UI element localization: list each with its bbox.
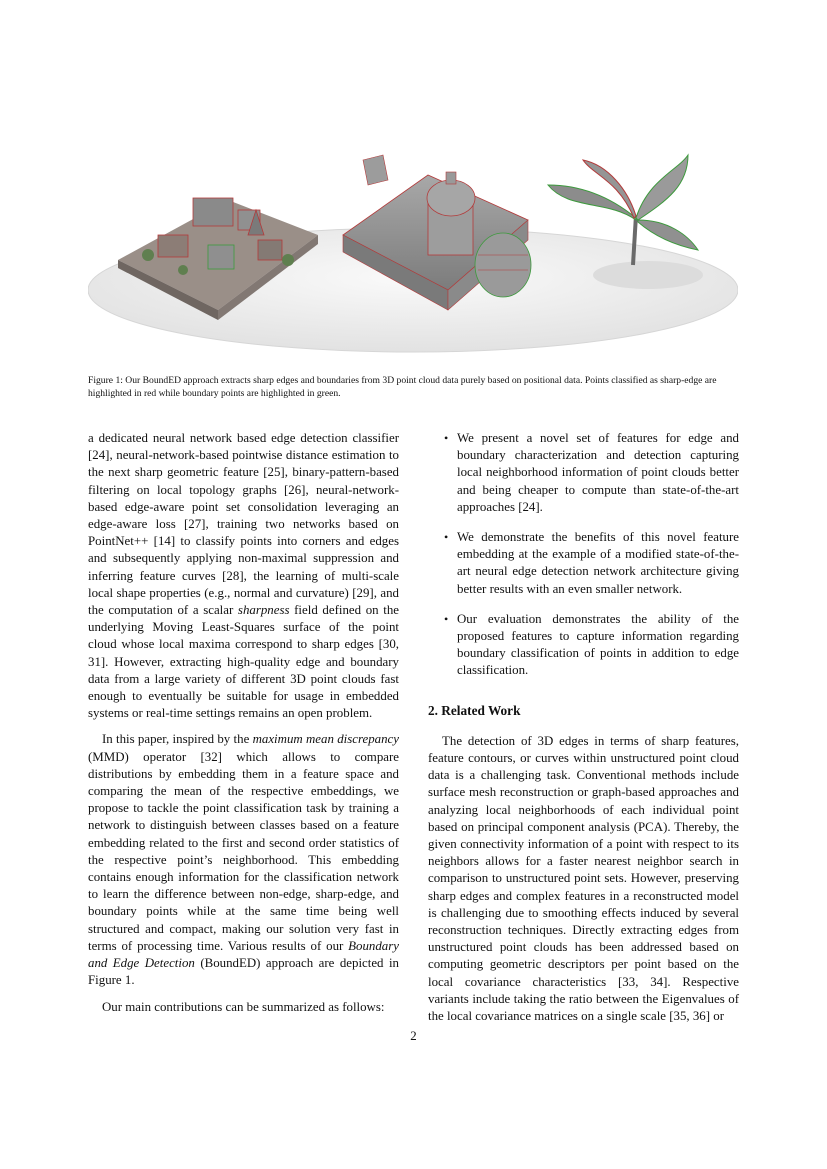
section-heading: 2. Related Work <box>428 702 521 718</box>
paragraph: The detection of 3D edges in terms of sharp features, feature contours, or curves within unstructured point cloud data is a challenging task. Conventional methods include surface mesh reconstruction or graph-based approaches and analyzing local neighborhoods of each individual point based on principal component analysis (PCA). Thereby, the given connectivity information of a point with respect to its neighbors allows for a faster nearest neighbor search in comparison to unstructured point sets. However, preserving sharp edges and complex features in a reconstructed model is challenging due to smoothing effects induced by several reconstruction techniques. Directly extracting edges from unstructured point clouds has been addressed based on computing geometric descriptors per point based on the local covariance characteristics [33, 34]. Respective variants include taking the ratio between the Eigenvalues of the local covariance matrices on a single scale [35, 36] or <box>428 733 739 1024</box>
text-span: field defined on the underlying Moving Least-Squares surface of the point cloud whose local maxima correspond to sharp edges [30, 31]. However, extracting high-quality edge and boundary data from a large variety of different 3D point clouds fast enough to eventually be suitable for usage in embedded systems or real-time settings remains an open problem. <box>88 603 399 721</box>
emphasis: Boundary and Edge Detection <box>88 938 399 971</box>
contribution-list <box>428 430 739 680</box>
page-number: 2 <box>410 1029 417 1043</box>
list-item <box>428 611 739 680</box>
right-column <box>428 430 739 1034</box>
text-span: (BoundED) approach are depicted in Figure 1. <box>88 956 399 988</box>
text-span: In this paper, inspired by the <box>102 732 253 747</box>
figure-1 <box>88 140 738 370</box>
figure-caption: Figure 1: Our BoundED approach extracts sharp edges and boundaries from 3D point cloud data purely based on positional data. Points classified as sharp-edge are highlighted in red while boundary points are highlighted in green. <box>88 375 717 399</box>
paragraph: Our main contributions can be summarized as follows: <box>102 999 385 1014</box>
left-column <box>88 430 399 1025</box>
text-span: a dedicated neural network based edge detection classifier [24], neural-network-based pointwise distance estimation to the next sharp geometric feature [25], binary-pattern-based filtering on local topology graphs [26], neural-network-based edge-aware point set consolidation leveraging an edge-aware loss [27], training two networks based on PointNet++ [14] to classify points into corners and edges and subsequently applying non-maximal suppression and inferring feature curves [28], the learning of multi-scale local shape properties (e.g., normal and curvature) [29], and the computation of a scalar <box>88 431 399 618</box>
emphasis: sharpness <box>237 603 290 618</box>
bullet-icon: • <box>444 431 449 445</box>
list-item-text: We present a novel set of features for edge and boundary characterization and detection capturing local neighborhood information of point clouds better and being cheaper to compute than state-of-the-art approaches [24]. <box>457 431 739 514</box>
list-item <box>428 430 739 516</box>
emphasis: maximum mean discrepancy <box>252 732 399 747</box>
paragraph <box>88 430 399 722</box>
list-item-text: Our evaluation demonstrates the ability of the proposed features to capture information regarding boundary classification of points in addition to edge classification. <box>457 611 739 678</box>
figure-1-illustration <box>88 140 738 370</box>
bullet-icon: • <box>444 530 449 545</box>
paragraph <box>88 731 399 989</box>
bullet-icon: • <box>444 611 449 626</box>
text-span: (MMD) operator [32] which allows to compare distributions by embedding them in a feature space and comparing the mean of the respective embeddings, we propose to tackle the point classification task by training a network to distinguish between classes based on a feature embedding related to the first and second order statistics of the respective point’s neighborhood. This embedding contains enough information for the classification network to learn the difference between non-edge, sharp-edge, and boundary points while at the same time being well structured and compact, making our solution very fast in terms of processing time. Various results of our <box>88 749 399 953</box>
list-item <box>428 529 739 598</box>
list-item-text: We demonstrate the benefits of this novel feature embedding at the example of a modified state-of-the-art neural edge detection network architecture giving better results with an even smaller network. <box>457 530 739 596</box>
